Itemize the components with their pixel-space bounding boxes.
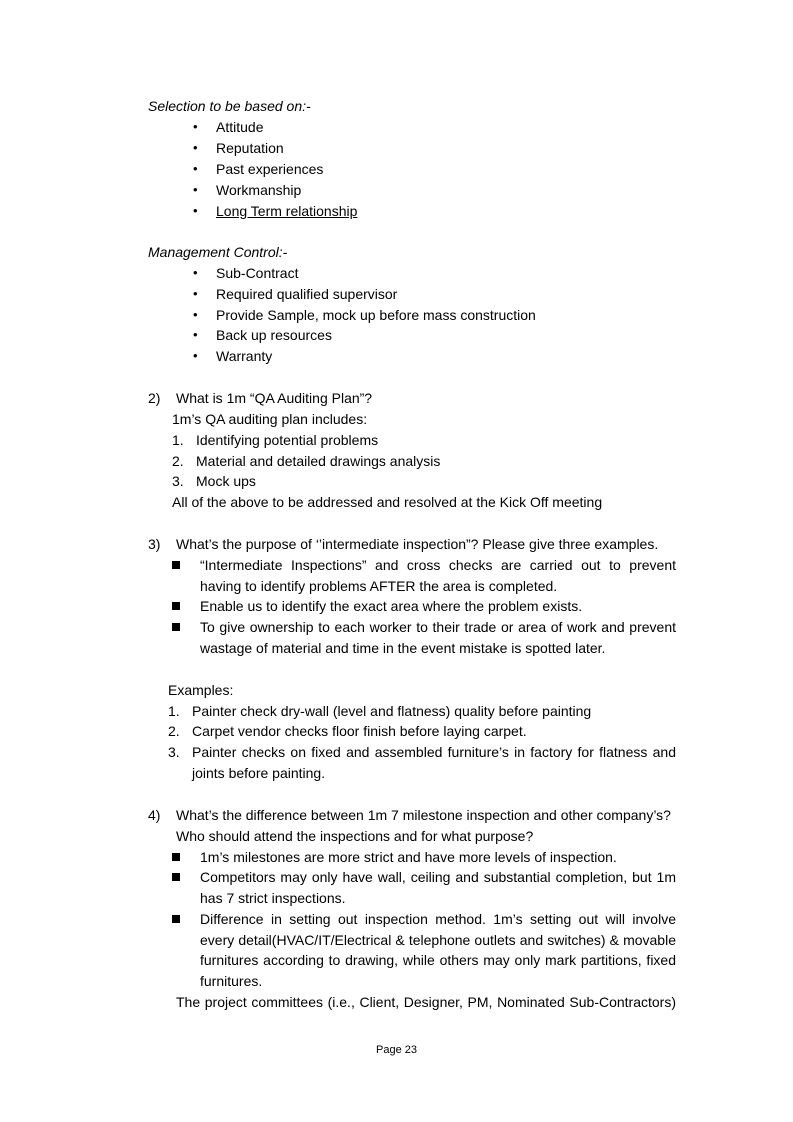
q2-item-text: Material and detailed drawings analysis: [196, 453, 441, 469]
bullet-dot: •: [193, 348, 198, 363]
bullet-dot: •: [193, 161, 198, 176]
q3-example-line: Painter check dry-wall (level and flatness) quality before painting: [192, 703, 592, 719]
q3-question: What’s the purpose of ‘’intermediate inspection”? Please give three examples.: [176, 536, 659, 552]
q4-bullet-line: has 7 strict inspections.: [200, 890, 346, 906]
q2-number: 2): [148, 390, 161, 406]
list-item: Past experiences: [216, 161, 324, 177]
q3-example-line: Carpet vendor checks floor finish before laying carpet.: [192, 723, 527, 739]
q2-item-text: Identifying potential problems: [196, 432, 379, 448]
list-item: Back up resources: [216, 327, 332, 343]
q2-item-num: 1.: [172, 432, 184, 448]
q3-example-line: Painter checks on fixed and assembled furniture’s in factory for flatness and: [192, 744, 676, 760]
q3-bullet-line: “Intermediate Inspections” and cross checks are carried out to prevent: [200, 557, 676, 573]
q3-bullet-line: To give ownership to each worker to their trade or area of work and prevent: [200, 619, 676, 635]
square-bullet: [172, 853, 180, 861]
q3-bullet-line: Enable us to identify the exact area where the problem exists.: [200, 598, 583, 614]
square-bullet: [172, 561, 180, 569]
bullet-dot: •: [193, 327, 198, 342]
bullet-dot: •: [193, 286, 198, 301]
q3-bullet-line: having to identify problems AFTER the area is completed.: [200, 578, 558, 594]
bullet-dot: •: [193, 119, 198, 134]
q2-question: What is 1m “QA Auditing Plan”?: [176, 390, 373, 406]
q3-number: 3): [148, 536, 161, 552]
q3-examples-label: Examples:: [168, 682, 234, 698]
q4-question-line: What’s the difference between 1m 7 milestone inspection and other company’s?: [176, 807, 671, 823]
bullet-dot: •: [193, 307, 198, 322]
square-bullet: [172, 602, 180, 610]
q2-closing: All of the above to be addressed and resolved at the Kick Off meeting: [172, 494, 603, 510]
q4-bullet-line: 1m’s milestones are more strict and have more levels of inspection.: [200, 849, 617, 865]
q4-bullet-line: every detail(HVAC/IT/Electrical & telephone outlets and switches) & movable: [200, 932, 676, 948]
bullet-dot: •: [193, 203, 198, 218]
list-item: Long Term relationship: [216, 203, 358, 219]
bullet-dot: •: [193, 265, 198, 280]
list-item: Provide Sample, mock up before mass construction: [216, 307, 536, 323]
selection-heading: Selection to be based on:-: [148, 98, 311, 114]
q2-intro: 1m’s QA auditing plan includes:: [172, 411, 368, 427]
list-item: Warranty: [216, 348, 273, 364]
bullet-dot: •: [193, 140, 198, 155]
q2-item-text: Mock ups: [196, 473, 256, 489]
q3-example-num: 1.: [168, 703, 180, 719]
q4-closing: The project committees (i.e., Client, Designer, PM, Nominated Sub-Contractors): [176, 994, 676, 1010]
list-item: Reputation: [216, 140, 284, 156]
q2-item-num: 3.: [172, 473, 184, 489]
q3-example-num: 3.: [168, 744, 180, 760]
q4-number: 4): [148, 807, 161, 823]
square-bullet: [172, 623, 180, 631]
q2-item-num: 2.: [172, 453, 184, 469]
q4-bullet-line: furnitures.: [200, 973, 263, 989]
q4-bullet-line: furnitures according to drawing, while others may only mark partitions, fixed: [200, 952, 676, 968]
page-number: Page 23: [376, 1044, 417, 1056]
bullet-dot: •: [193, 182, 198, 197]
list-item: Attitude: [216, 119, 264, 135]
square-bullet: [172, 915, 180, 923]
list-item: Workmanship: [216, 182, 302, 198]
q4-bullet-line: Difference in setting out inspection method. 1m’s setting out will involve: [200, 911, 676, 927]
q4-bullet-line: Competitors may only have wall, ceiling and substantial completion, but 1m: [200, 869, 676, 885]
list-item: Sub-Contract: [216, 265, 299, 281]
q3-example-num: 2.: [168, 723, 180, 739]
list-item: Required qualified supervisor: [216, 286, 398, 302]
q4-question-line: Who should attend the inspections and for what purpose?: [176, 828, 534, 844]
square-bullet: [172, 873, 180, 881]
q3-bullet-line: wastage of material and time in the event mistake is spotted later.: [200, 640, 606, 656]
management-heading: Management Control:-: [148, 244, 288, 260]
q3-example-line: joints before painting.: [192, 765, 326, 781]
